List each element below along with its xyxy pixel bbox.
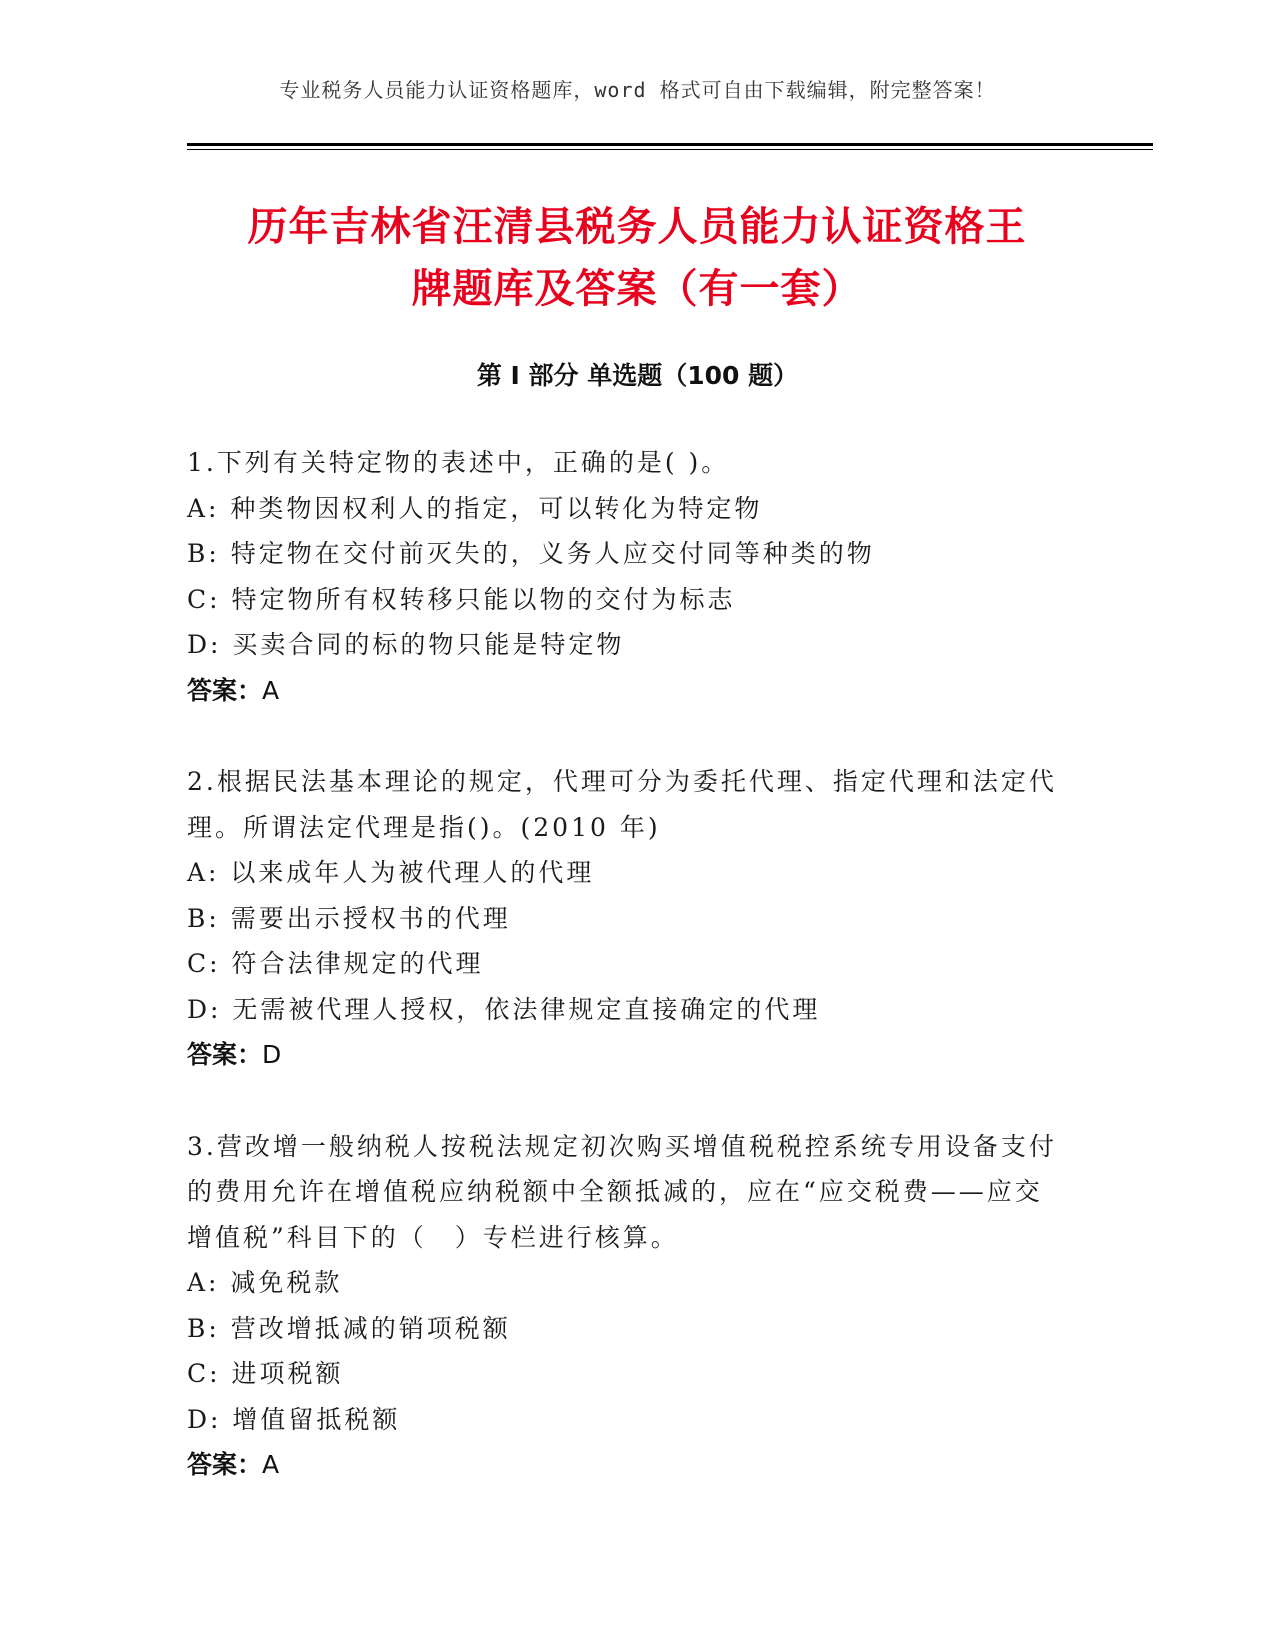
question-3 bbox=[187, 1124, 1067, 1488]
section-heading: 第 I 部分 单选题（100 题） bbox=[476, 361, 799, 390]
option-d: D: 增值留抵税额 bbox=[187, 1404, 401, 1434]
option-d: D: 无需被代理人授权，依法律规定直接确定的代理 bbox=[187, 994, 821, 1024]
answer-label: 答案： bbox=[187, 1450, 263, 1479]
title-line-1: 历年吉林省汪清县税务人员能力认证资格王 bbox=[247, 204, 1027, 250]
answer-line bbox=[187, 1442, 1067, 1488]
answer-label: 答案： bbox=[187, 675, 263, 705]
answer-line bbox=[187, 1032, 1067, 1078]
question-stem: 3.营改增一般纳税人按税法规定初次购买增值税税控系统专用设备支付的费用允许在增值税应纳税额中全额抵减的，应在“应交税费——应交增值税”科目下的（ ）专栏进行核算。 bbox=[187, 1131, 1057, 1252]
question-stem: 1.下列有关特定物的表述中，正确的是( )。 bbox=[187, 448, 730, 477]
header-rule-thick bbox=[187, 143, 1153, 146]
option-b: B: 营改增抵减的销项税额 bbox=[187, 1313, 511, 1343]
answer-value: A bbox=[262, 1450, 280, 1479]
answer-label: 答案： bbox=[187, 1040, 263, 1069]
answer-value: A bbox=[262, 675, 280, 705]
title-line-2: 牌题库及答案（有一套） bbox=[411, 266, 863, 312]
option-a: A: 以来成年人为被代理人的代理 bbox=[187, 858, 595, 887]
question-stem: 2.根据民法基本理论的规定，代理可分为委托代理、指定代理和法定代理。所谓法定代理是指()。(2010 年) bbox=[187, 767, 1057, 842]
option-c: C: 特定物所有权转移只能以物的交付为标志 bbox=[187, 584, 736, 614]
question-list bbox=[187, 440, 1067, 1534]
option-b: B: 需要出示授权书的代理 bbox=[187, 903, 511, 933]
option-c: C: 进项税额 bbox=[187, 1359, 344, 1388]
option-a: A: 种类物因权利人的指定，可以转化为特定物 bbox=[187, 493, 763, 523]
document-title bbox=[187, 196, 1087, 320]
option-a: A: 减免税款 bbox=[187, 1268, 343, 1297]
option-b: B: 特定物在交付前灭失的，义务人应交付同等种类的物 bbox=[187, 539, 875, 568]
option-c: C: 符合法律规定的代理 bbox=[187, 949, 484, 978]
header-rule-thin bbox=[187, 149, 1153, 150]
answer-value: D bbox=[262, 1040, 282, 1069]
answer-line bbox=[187, 668, 1067, 714]
header-note: 专业税务人员能力认证资格题库，word 格式可自由下载编辑，附完整答案！ bbox=[279, 78, 996, 102]
question-2 bbox=[187, 759, 1067, 1078]
question-1 bbox=[187, 440, 1067, 713]
option-d: D: 买卖合同的标的物只能是特定物 bbox=[187, 630, 625, 659]
